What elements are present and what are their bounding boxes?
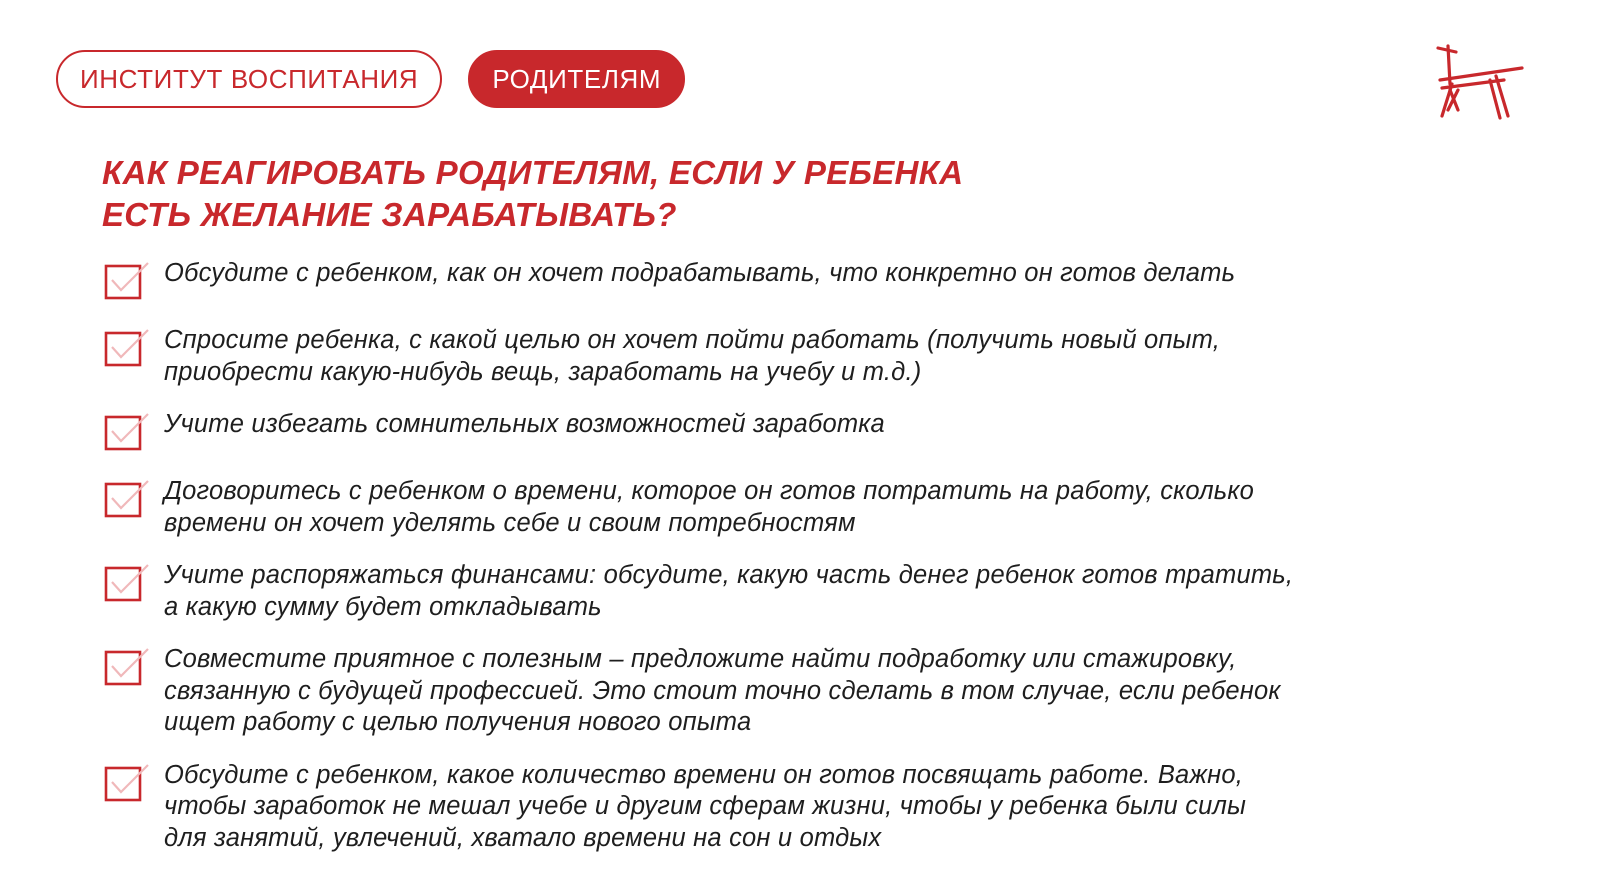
item-text [164, 258, 1235, 290]
item-line: а какую сумму будет откладывать [164, 592, 602, 621]
checkbox-checked-icon [104, 646, 152, 690]
list-item [104, 409, 1404, 455]
tag-institute[interactable]: ИНСТИТУТ ВОСПИТАНИЯ [56, 50, 442, 108]
item-line: Обсудите с ребенком, какое количество времени он готов посвящать работе. Важно, [164, 760, 1244, 789]
header-tags [56, 50, 685, 108]
list-item [104, 560, 1404, 623]
item-line: Учите избегать сомнительных возможностей заработка [164, 410, 885, 438]
checkbox-checked-icon [104, 411, 152, 455]
item-line: Совместите приятное с полезным – предложите найти подработку или стажировку, [164, 645, 1237, 673]
item-line: связанную с будущей профессией. Это стоит точно сделать в том случае, если ребенок [164, 676, 1281, 705]
tag-parents[interactable]: РОДИТЕЛЯМ [468, 50, 685, 108]
list-item [104, 476, 1404, 539]
list-item [104, 325, 1404, 388]
title-line: ЕСТЬ ЖЕЛАНИЕ ЗАРАБАТЫВАТЬ? [102, 196, 677, 233]
item-line: Договоритесь с ребенком о времени, которое он готов потратить на работу, сколько [164, 477, 1255, 505]
item-line: Обсудите с ребенком, как он хочет подрабатывать, что конкретно он готов делать [164, 259, 1236, 287]
item-text [164, 325, 1220, 388]
checkbox-checked-icon [104, 327, 152, 371]
item-line: для занятий, увлечений, хватало времени на сон и отдых [164, 823, 882, 852]
item-text [164, 760, 1246, 855]
page-title [102, 152, 963, 236]
item-line: ищет работу с целью получения нового опыта [164, 708, 752, 736]
title-line: КАК РЕАГИРОВАТЬ РОДИТЕЛЯМ, ЕСЛИ У РЕБЕНКА [102, 154, 964, 191]
item-text [164, 476, 1254, 539]
checkbox-checked-icon [104, 562, 152, 606]
list-item [104, 258, 1404, 304]
list-item [104, 644, 1404, 739]
item-line: Учите распоряжаться финансами: обсудите, какую часть денег ребенок готов тратить, [164, 561, 1294, 589]
item-line: чтобы заработок не мешал учебе и другим сферам жизни, чтобы у ребенка были силы [164, 792, 1247, 820]
item-line: Спросите ребенка, с какой целью он хочет пойти работать (получить новый опыт, [164, 326, 1221, 354]
item-text [164, 560, 1293, 623]
abstract-horse-logo-icon [1430, 40, 1530, 126]
item-text [164, 409, 885, 441]
advice-list [104, 258, 1404, 875]
list-item [104, 760, 1404, 855]
checkbox-checked-icon [104, 762, 152, 806]
item-line: времени он хочет уделять себе и своим потребностям [164, 508, 856, 537]
item-text [164, 644, 1281, 739]
checkbox-checked-icon [104, 260, 152, 304]
item-line: приобрести какую-нибудь вещь, заработать на учебу и т.д.) [164, 357, 922, 386]
checkbox-checked-icon [104, 478, 152, 522]
